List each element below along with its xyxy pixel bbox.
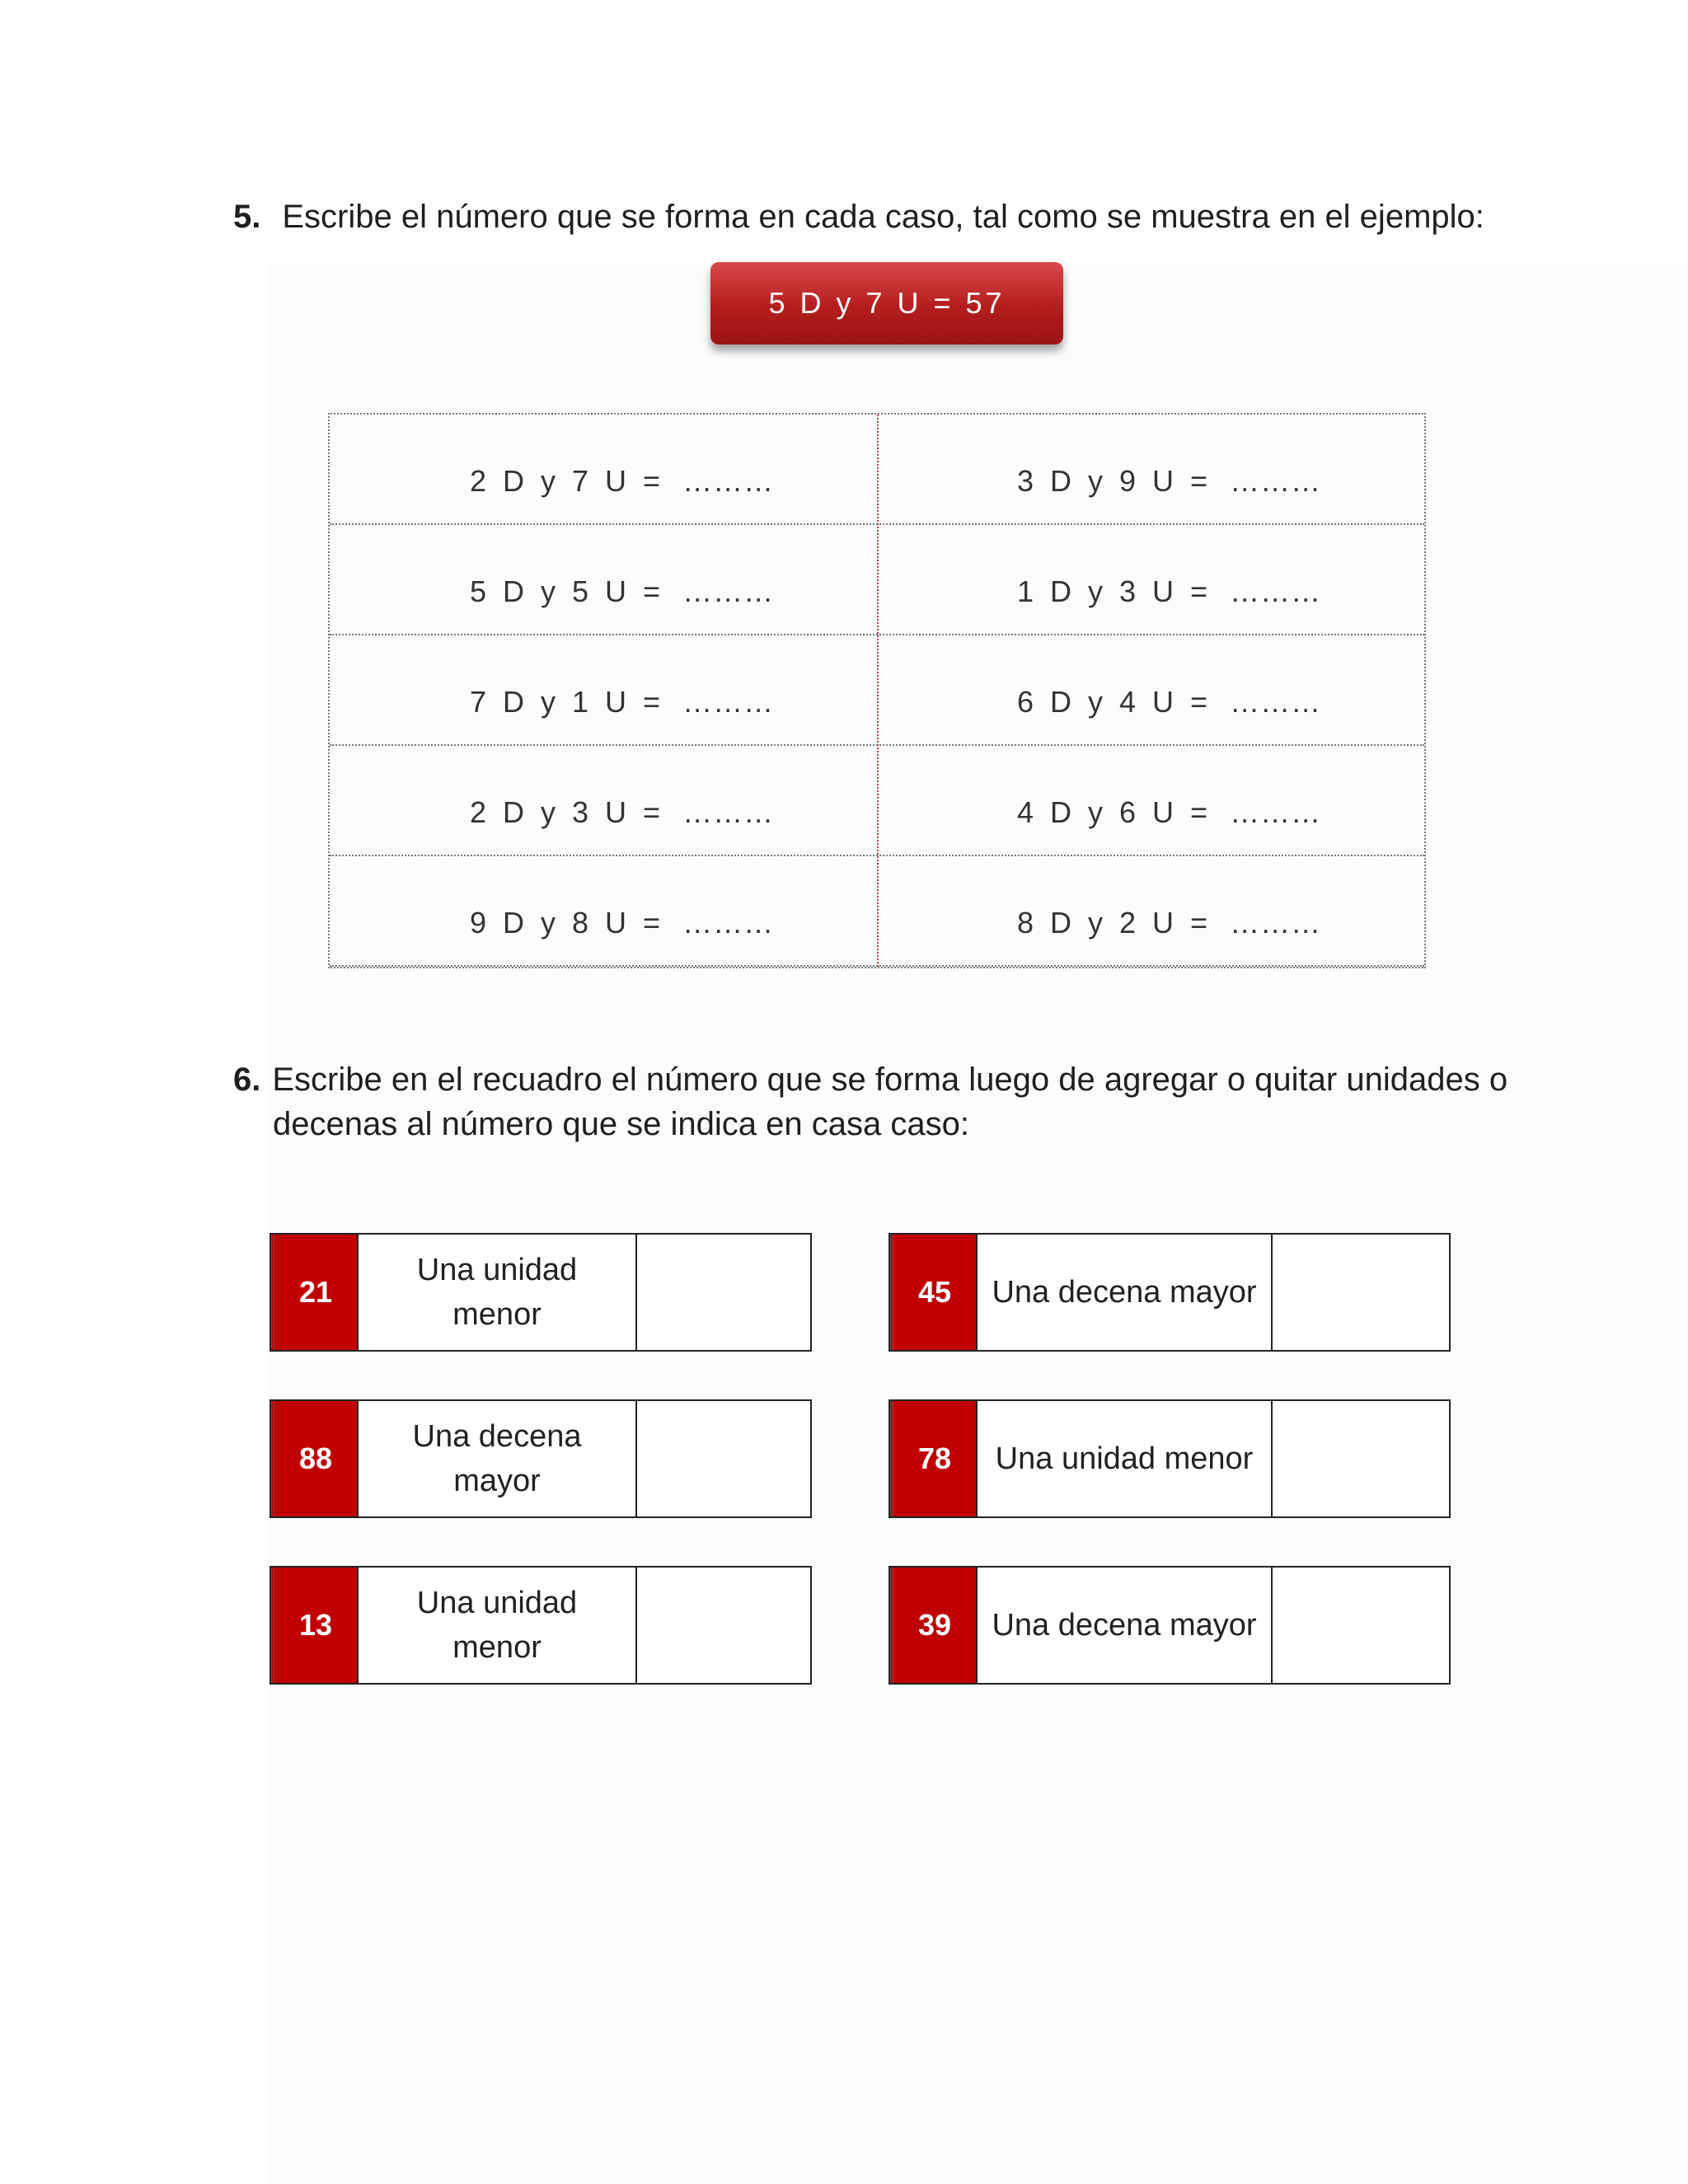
grid-cell[interactable]: 7 D y 1 U = ……… — [470, 685, 775, 719]
start-number: 39 — [890, 1568, 976, 1683]
grid-cell[interactable]: 4 D y 6 U = ……… — [1017, 795, 1322, 829]
answer-box[interactable] — [637, 1401, 810, 1516]
start-number: 21 — [271, 1235, 357, 1350]
number-box — [889, 1566, 1451, 1685]
answer-box[interactable] — [637, 1568, 810, 1683]
question-5-number: 5. — [233, 199, 261, 235]
operation-text: Una decena mayor — [976, 1235, 1273, 1350]
answer-box[interactable] — [1273, 1235, 1449, 1350]
grid-center-divider — [877, 415, 879, 967]
grid-cell[interactable]: 9 D y 8 U = ……… — [470, 906, 775, 940]
question-6-line1: Escribe en el recuadro el número que se forma luego de agregar o quitar unidades o — [272, 1062, 1508, 1098]
answer-box[interactable] — [1273, 1568, 1449, 1683]
question-6-line2: decenas al número que se indica en casa caso: — [273, 1106, 969, 1142]
number-box — [270, 1399, 812, 1518]
question-6-number: 6. — [233, 1062, 261, 1098]
start-number: 88 — [271, 1401, 357, 1516]
operation-text: Una decena mayor — [976, 1568, 1273, 1683]
start-number: 45 — [890, 1235, 976, 1350]
start-number: 13 — [271, 1568, 357, 1683]
exercise-5-grid — [328, 413, 1426, 968]
operation-text: Una unidad menor — [976, 1401, 1273, 1516]
grid-cell[interactable]: 2 D y 7 U = ……… — [470, 464, 775, 498]
answer-box[interactable] — [1273, 1401, 1449, 1516]
answer-box[interactable] — [637, 1235, 810, 1350]
number-box — [889, 1399, 1451, 1518]
grid-cell[interactable]: 6 D y 4 U = ……… — [1017, 685, 1322, 719]
number-box — [270, 1566, 812, 1685]
grid-cell[interactable]: 8 D y 2 U = ……… — [1017, 906, 1322, 940]
grid-cell[interactable]: 3 D y 9 U = ……… — [1017, 464, 1322, 498]
number-box — [889, 1233, 1451, 1352]
grid-cell[interactable]: 1 D y 3 U = ……… — [1017, 574, 1322, 608]
grid-cell[interactable]: 2 D y 3 U = ……… — [470, 795, 775, 829]
question-6-heading — [233, 1057, 1507, 1146]
number-box — [270, 1233, 812, 1352]
grid-cell[interactable]: 5 D y 5 U = ……… — [470, 574, 775, 608]
operation-text: Una decena mayor — [357, 1401, 637, 1516]
example-box — [710, 262, 1063, 344]
question-5-heading — [233, 194, 1484, 239]
example-text: 5 D y 7 U = 57 — [768, 286, 1006, 320]
question-5-text: Escribe el número que se forma en cada caso, tal como se muestra en el ejemplo: — [282, 199, 1484, 235]
operation-text: Una unidad menor — [357, 1235, 637, 1350]
start-number: 78 — [890, 1401, 976, 1516]
operation-text: Una unidad menor — [357, 1568, 637, 1683]
